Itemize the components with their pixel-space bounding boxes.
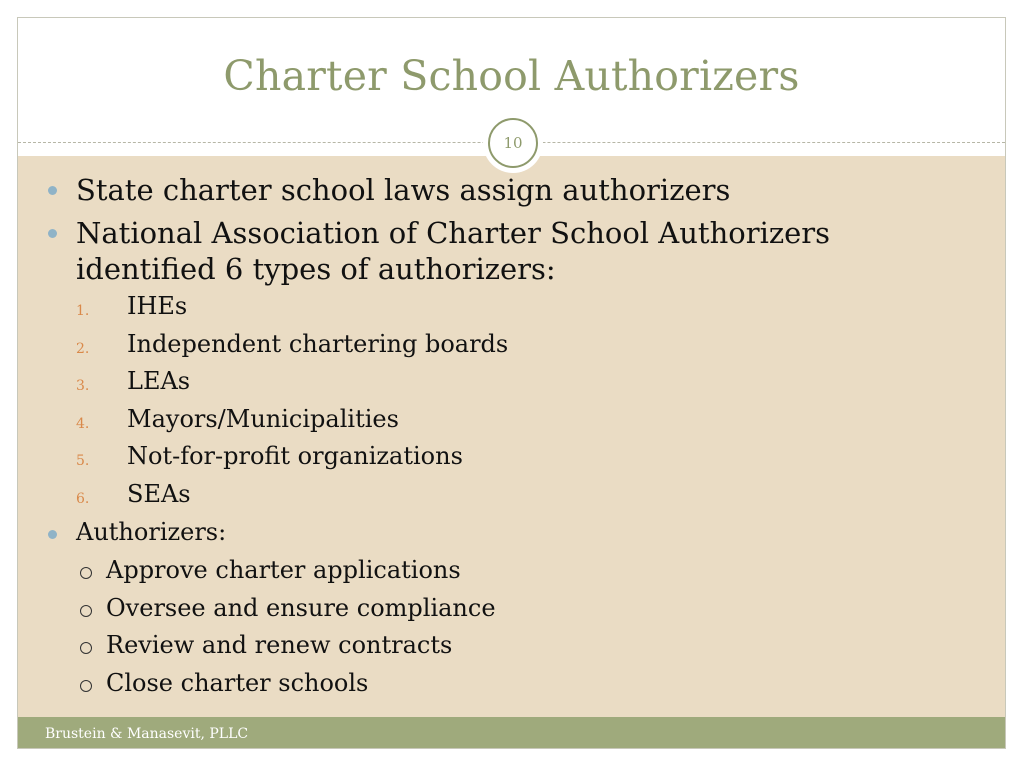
list-number: 3. [76,378,90,394]
bullet-item: State charter school laws assign authorizers [76,173,731,207]
hollow-circle-icon [80,680,92,692]
list-number: 6. [76,491,90,507]
slide-title: Charter School Authorizers [223,52,800,100]
hollow-circle-icon [80,567,92,579]
bullet-icon [48,186,57,195]
bullet-icon [48,229,57,238]
numbered-item: Mayors/Municipalities [127,405,399,433]
page-number: 10 [488,118,538,168]
sub-bullet-item: Close charter schools [106,669,369,697]
numbered-item: Not-for-profit organizations [127,442,463,470]
bullet-item: National Association of Charter School Authorizers identified 6 types of authorizers: [76,216,831,286]
bullet-item: Authorizers: [76,518,227,546]
numbered-item: SEAs [127,480,191,508]
hollow-circle-icon [80,642,92,654]
numbered-item: Independent chartering boards [127,330,509,358]
sub-bullet-item: Review and renew contracts [106,631,453,659]
slide [17,17,1006,749]
footer [18,717,1005,749]
page-number-badge [483,113,543,173]
list-number: 1. [76,303,90,319]
bullet-icon [48,530,57,539]
list-number: 5. [76,453,90,469]
content-area [18,156,1005,717]
sub-bullet-item: Oversee and ensure compliance [106,594,496,622]
sub-bullet-item: Approve charter applications [106,556,461,584]
body-list [18,156,1005,717]
numbered-item: IHEs [127,292,188,320]
list-number: 4. [76,416,90,432]
numbered-item: LEAs [127,367,191,395]
list-number: 2. [76,341,90,357]
footer-text: Brustein & Manasevit, PLLC [45,726,249,742]
hollow-circle-icon [80,605,92,617]
